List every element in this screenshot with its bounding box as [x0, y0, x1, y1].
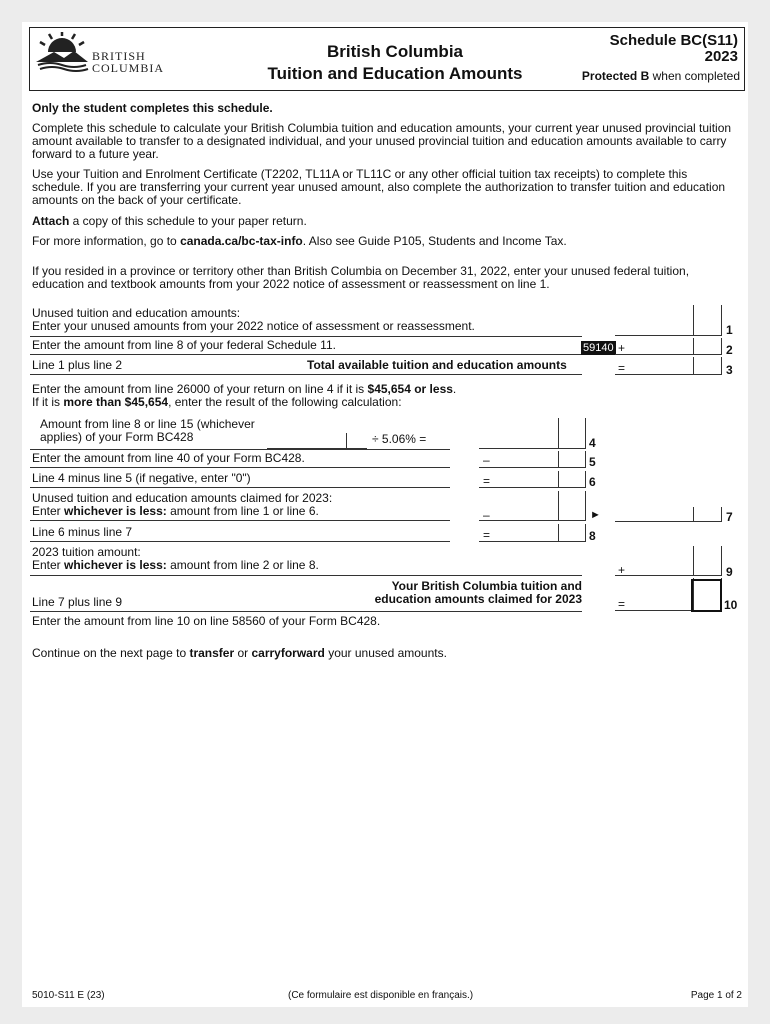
line-4-intro-b: $45,654 or less [367, 382, 453, 396]
line-2-code: 59140 [583, 342, 614, 354]
sun-mountain-icon [34, 32, 90, 72]
protected-rest: when completed [652, 69, 740, 83]
continue-note [32, 647, 737, 660]
line-2-plus: + [618, 341, 626, 355]
line-4-divide: ÷ 5.06% = [372, 432, 427, 446]
line-4-calc-label [40, 418, 280, 444]
continue-a: Continue on the next page to [32, 646, 190, 660]
title-line-2: Tuition and Education Amounts [267, 64, 523, 83]
continue-transfer: transfer [189, 646, 235, 660]
line-6-number: 6 [589, 475, 596, 489]
line-8-label: Line 6 minus line 7 [32, 525, 133, 539]
line-5-input[interactable] [479, 451, 585, 468]
line-4-input[interactable] [479, 418, 585, 449]
line-7-minus: – [483, 508, 490, 522]
line-5-minus: – [483, 453, 490, 467]
line-9-plus: + [618, 563, 626, 577]
line-10-label: Line 7 plus line 9 [32, 595, 123, 609]
title-line-1: British Columbia [326, 42, 463, 61]
line-10-total-label [352, 580, 582, 606]
line-6-equals: = [483, 474, 491, 488]
line-9-label [32, 546, 472, 572]
intro-more-info [32, 235, 737, 248]
logo-line-2: COLUMBIA [92, 61, 165, 75]
more-info-text: For more information, go to [32, 234, 181, 248]
line-4-intro-a: Enter the amount from line 26000 of your return on line 4 if it is [32, 382, 368, 396]
line-3-number: 3 [726, 363, 733, 377]
line-7-label [32, 492, 472, 518]
line-1-number: 1 [726, 323, 733, 337]
form-page [22, 22, 748, 1007]
intro-paragraph-1: Complete this schedule to calculate your British Columbia tuition and education amounts, your current year unused provincial tuition amount available to transfer to a designated individual, and your unused provincial tuition and education amounts available to carry forward to a future year. [32, 121, 732, 161]
line-9-input[interactable] [615, 546, 721, 576]
bc-logo [34, 32, 165, 82]
line-1-label [32, 307, 592, 333]
continue-or: or [234, 646, 252, 660]
attach-bold: Attach [32, 214, 70, 228]
line-9-whichever: whichever is less: [64, 558, 167, 572]
line-4-intro-2 [32, 396, 737, 409]
line-6-label: Line 4 minus line 5 (if negative, enter "0") [32, 471, 251, 485]
line-4-number: 4 [589, 436, 596, 450]
form-title [245, 41, 545, 85]
line-9-enter: Enter [32, 558, 65, 572]
line-8-input[interactable] [479, 524, 585, 542]
line-7-arrow-icon: ► [590, 509, 601, 521]
line-4-intro-d: If it is [32, 395, 64, 409]
line-7-number: 7 [726, 510, 733, 524]
line-4-intro-f: , enter the result of the following calculation: [168, 395, 402, 409]
intro-paragraph-2: Use your Tuition and Enrolment Certificate (T2202, TL11A or TL11C or any other official tuition tax receipts) to complete this schedule. If you are transferring your current year unused amount, also complete the authorization to transfer tuition and education amounts on the back of your certificate. [32, 167, 726, 207]
continue-e: your unused amounts. [324, 646, 447, 660]
line-7-enter: Enter [32, 504, 65, 518]
form-header [29, 27, 745, 91]
line-9-number: 9 [726, 565, 733, 579]
line-3-input[interactable] [615, 357, 721, 375]
attach-rest: a copy of this schedule to your paper return. [69, 214, 307, 228]
line-7-rest: amount from line 1 or line 6. [166, 504, 319, 518]
line-10-highlight-box [691, 579, 722, 612]
line-10-note: Enter the amount from line 10 on line 58560 of your Form BC428. [32, 614, 381, 628]
line-4-calc-b: applies) of your Form BC428 [40, 430, 194, 444]
intro-attach [32, 215, 737, 228]
line-2-number: 2 [726, 343, 733, 357]
line-1-label-a: Unused tuition and education amounts: [32, 306, 241, 320]
line-2-label: Enter the amount from line 8 of your federal Schedule 11. [32, 338, 336, 352]
more-info-guide: . Also see Guide P105, Students and Income Tax. [302, 234, 567, 248]
line-10-equals: = [618, 597, 626, 611]
intro-heading: Only the student completes this schedule. [32, 101, 273, 115]
logo-wordmark [92, 50, 164, 74]
line-4-intro-c: . [452, 382, 457, 396]
footer-french-note: (Ce formulaire est disponible en français.) [288, 990, 474, 1001]
line-4-calc-a: Amount from line 8 or line 15 (whichever [40, 417, 255, 431]
line-7-input[interactable] [615, 507, 721, 522]
line-9-rest: amount from line 2 or line 8. [166, 558, 319, 572]
line-10-total-b: education amounts claimed for 2023 [374, 592, 582, 606]
line-3-equals: = [618, 361, 626, 375]
footer-page-number: Page 1 of 2 [690, 990, 742, 1001]
schedule-year: 2023 [704, 48, 738, 65]
line-4-intro-e: more than $45,654 [63, 395, 169, 409]
line-7-whichever: whichever is less: [64, 504, 167, 518]
line-3-label: Line 1 plus line 2 [32, 358, 123, 372]
line-3-total-label: Total available tuition and education amounts [307, 358, 567, 372]
line-2-input[interactable] [615, 338, 721, 355]
logo-line-1: BRITISH [92, 49, 146, 63]
schedule-id [610, 33, 738, 65]
intro-residency: If you resided in a province or territory other than British Columbia on December 31, 2022, enter your unused federal tuition, education and textbook amounts from your 2022 notice of assessment or reassessment on line 1. [32, 264, 690, 291]
continue-carryforward: carryforward [251, 646, 325, 660]
line-4-calc-input[interactable] [267, 433, 367, 449]
line-7-label-a: Unused tuition and education amounts claimed for 2023: [32, 491, 333, 505]
protected-label [582, 69, 740, 83]
line-9-label-a: 2023 tuition amount: [32, 545, 141, 559]
line-5-label: Enter the amount from line 40 of your Form BC428. [32, 451, 305, 465]
line-8-number: 8 [589, 529, 596, 543]
line-5-number: 5 [589, 455, 596, 469]
protected-b: Protected B [581, 69, 650, 83]
line-1-label-b: Enter your unused amounts from your 2022 notice of assessment or reassessment. [32, 319, 475, 333]
line-10-total-a: Your British Columbia tuition and [391, 579, 582, 593]
more-info-link[interactable]: canada.ca/bc-tax-info [180, 234, 303, 248]
footer-form-id: 5010-S11 E (23) [32, 990, 105, 1001]
line-1-input[interactable] [615, 305, 721, 336]
line-8-equals: = [483, 528, 491, 542]
line-7-left-input[interactable] [479, 491, 585, 521]
line-6-input[interactable] [479, 471, 585, 488]
line-10-number: 10 [724, 598, 738, 612]
schedule-name: Schedule BC(S11) [609, 32, 738, 49]
